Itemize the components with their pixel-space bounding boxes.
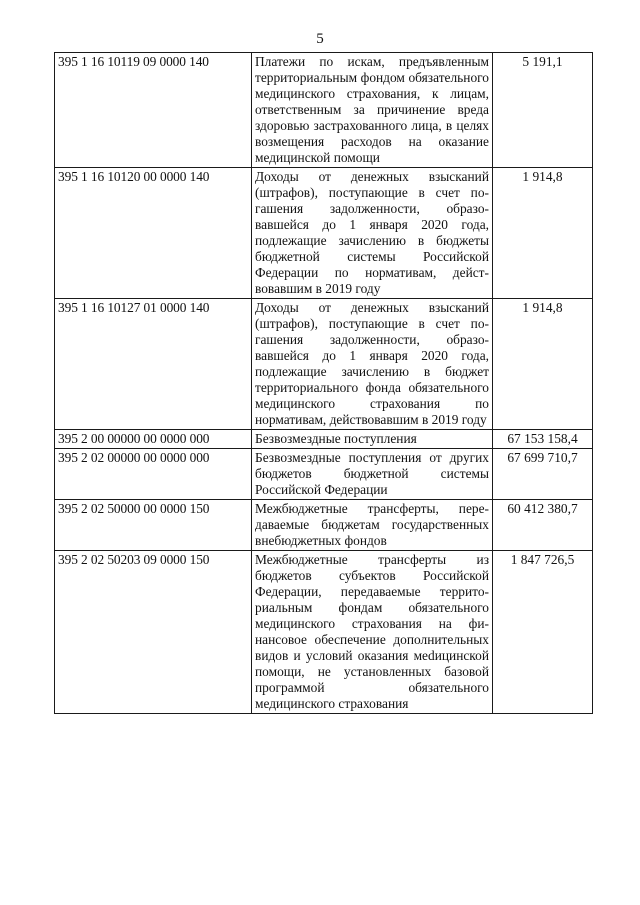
revenue-description: Доходы от денежных взысканий (штрафов), поступающие в счет погашения задолженности, образовавшейся до 1 января 2020 года, подлежащие зачислению в бюджет территориального фонда обязательного медицинского страхования по нормативам, действовавшим в 2019 году	[252, 299, 493, 430]
budget-classification-code: 395 2 02 50203 09 0000 150	[55, 551, 252, 714]
budget-classification-code: 395 2 02 00000 00 0000 000	[55, 449, 252, 500]
table-row	[55, 53, 593, 168]
revenue-description: Межбюджетные трансферты, передаваемые бюджетам государственных внебюджетных фондов	[252, 500, 493, 551]
revenue-amount: 67 153 158,4	[493, 430, 593, 449]
revenue-description: Доходы от денежных взысканий (штрафов), поступающие в счет погашения задолженности, образовавшейся до 1 января 2020 года, подлежащие зачислению в бюджеты бюджетной системы Российской Федерации по нормативам, действовавшим в 2019 году	[252, 168, 493, 299]
budget-classification-code: 395 1 16 10127 01 0000 140	[55, 299, 252, 430]
revenue-amount: 60 412 380,7	[493, 500, 593, 551]
revenue-description: Безвозмездные поступления	[252, 430, 493, 449]
revenue-amount: 1 914,8	[493, 299, 593, 430]
revenue-description: Безвозмездные поступления от других бюджетов бюджетной системы Российской Федерации	[252, 449, 493, 500]
budget-classification-code: 395 2 02 50000 00 0000 150	[55, 500, 252, 551]
table-row	[55, 551, 593, 714]
revenue-table	[54, 52, 593, 714]
table-row	[55, 430, 593, 449]
page-number: 5	[316, 31, 324, 47]
budget-classification-code: 395 1 16 10119 09 0000 140	[55, 53, 252, 168]
budget-classification-code: 395 2 00 00000 00 0000 000	[55, 430, 252, 449]
budget-classification-code: 395 1 16 10120 00 0000 140	[55, 168, 252, 299]
revenue-description: Платежи по искам, предъявленным территориальным фондом обязательного медицинского страхования, к лицам, ответственным за причинение вреда здоровью застрахованного лица, в целях возмещения расходов на оказание медицинской помощи	[252, 53, 493, 168]
table-row	[55, 500, 593, 551]
revenue-amount: 5 191,1	[493, 53, 593, 168]
table-row	[55, 168, 593, 299]
table-row	[55, 299, 593, 430]
revenue-amount: 67 699 710,7	[493, 449, 593, 500]
revenue-amount: 1 847 726,5	[493, 551, 593, 714]
revenue-amount: 1 914,8	[493, 168, 593, 299]
revenue-description: Межбюджетные трансферты из бюджетов субъектов Российской Федерации, передаваемые территориальным фондам обязательного медицинского страхования на финансовое обеспечение дополнительных видов и условий оказания меdицинской помощи, не установленных базовой программой обязательного медицинского страхования	[252, 551, 493, 714]
table-row	[55, 449, 593, 500]
